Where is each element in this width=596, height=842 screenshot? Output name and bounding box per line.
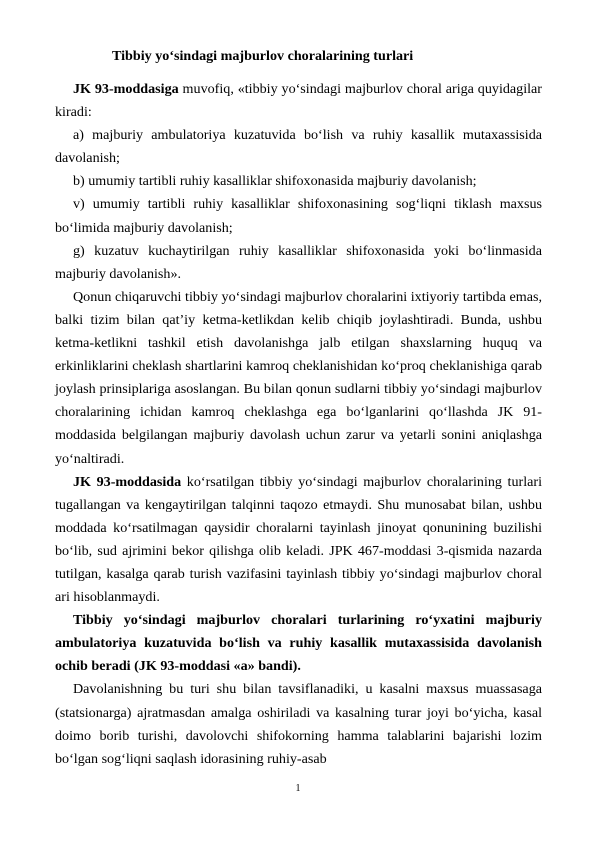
document-body	[55, 78, 542, 771]
text-run: ko‘rsatilgan tibbiy yo‘sindagi majburlov choralarining turlari tugallangan va kengaytirilgan talqinni taqozo etmaydi. Shu munosabat bilan, ushbu moddada ko‘rsatilmagan qaysidir choralarni tayinlash jinoyat qonunining buzilishi bo‘lib, sud ajrimini bekor qilishga olib keladi. JPK 467-moddasi 3-qismida nazarda tutilgan, kasalga qarab turish vazifasini tayinlash tibbiy yo‘sindagi majburlov choral ari hisoblanmaydi.	[55, 473, 542, 606]
paragraph	[55, 609, 542, 678]
bold-run: Tibbiy yo‘sindagi majburlov choralari turlarining ro‘yxatini majburiy ambulatoriya kuzatuvida bo‘lish va ruhiy kasallik mutaxassisida davolanish ochib beradi (JK 93-moddasi «a» bandi).	[55, 612, 542, 675]
bold-run: JK 93-moddasiga	[73, 81, 179, 97]
paragraph	[55, 678, 542, 770]
text-run: Davolanishning bu turi shu bilan tavsiflanadiki, u kasalni maxsus muassasaga (statsionarga) ajratmasdan amalga oshiriladi va kasalning turar joyi bo‘yicha, kasal doimo borib turishi, davolovchi shifokorning hamma talablarini bajarishi lozim bo‘lgan sog‘liqni saqlash idorasining ruhiy-asab	[55, 681, 542, 767]
text-run: Qonun chiqaruvchi tibbiy yo‘sindagi majburlov choralarini ixtiyoriy tartibda emas, balki tizim bilan qat’iy ketma-ketlikdan kelib chiqib joylashtiradi. Bunda, ushbu ketma-ketlikni tashkil etish davolanishga jalb etilgan shaxslarning huquq va erkinliklarini cheklash shartlarini kamroq cheklanishidan ko‘proq cheklanishiga qarab joylash prinsiplariga asoslangan. Bu bilan qonun sudlarni tibbiy yo‘sindagi majburlov choralarining ichidan kamroq cheklashga ega bo‘lganlarini qo‘llashda JK 91-moddasida belgilangan majburiy davolash uchun zarur va yetarli sonini aniqlashga yo‘naltiradi.	[55, 288, 542, 467]
bold-run: JK 93-moddasida	[73, 473, 182, 490]
text-run: a) majburiy ambulatoriya kuzatuvida bo‘lish va ruhiy kasallik mutaxassisida davolanish;	[55, 127, 542, 167]
paragraph	[55, 286, 542, 471]
text-run: b) umumiy tartibli ruhiy kasalliklar shifoxonasida majburiy davolanish;	[73, 173, 477, 190]
page-number: 1	[295, 783, 301, 794]
text-run: g) kuzatuv kuchaytirilgan ruhiy kasalliklar shifoxonasida yoki bo‘linmasida majburiy davolanish».	[55, 242, 542, 282]
paragraph	[55, 124, 542, 170]
paragraph	[55, 78, 542, 124]
text-run: muvofiq, «tibbiy yo‘sindagi majburlov choral ariga quyidagilar kiradi:	[55, 81, 542, 121]
paragraph	[55, 170, 542, 193]
paragraph	[55, 471, 542, 610]
document-title: Tibbiy yo‘sindagi majburlov choralarining turlari	[112, 48, 414, 64]
paragraph	[55, 240, 542, 286]
text-run: v) umumiy tartibli ruhiy kasalliklar shifoxonasining sog‘liqni tiklash maxsus bo‘limida majburiy davolanish;	[55, 196, 542, 236]
paragraph	[55, 193, 542, 239]
